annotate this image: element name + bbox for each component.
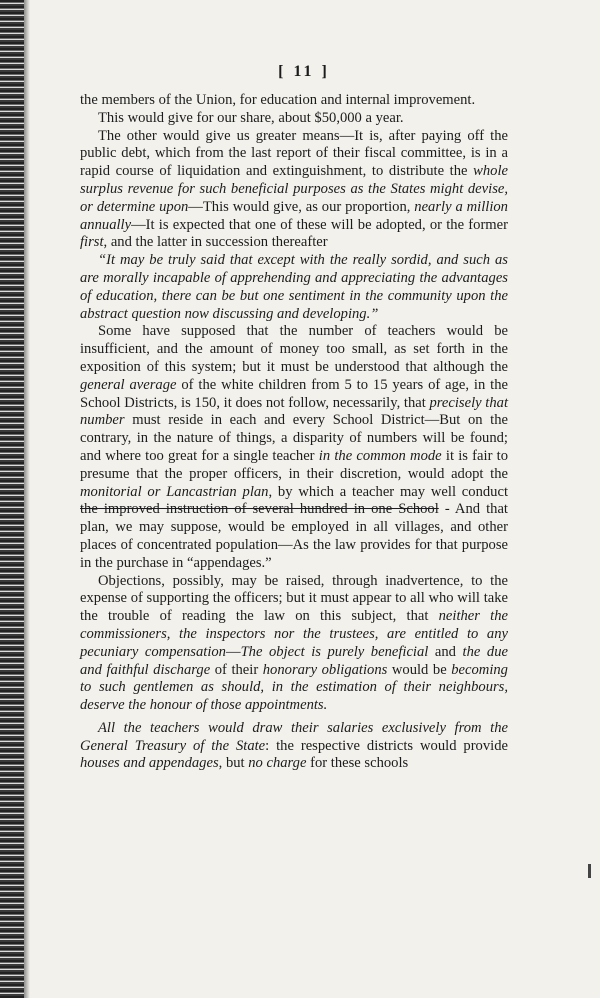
document-page [80, 62, 508, 773]
italic-run: in the common mode [318, 447, 442, 464]
text-run: , but [218, 755, 249, 772]
page-number: [ 11 ] [278, 63, 330, 80]
text-run: it is fair to presume that the proper officers, in their discretion, would adopt the [80, 447, 508, 482]
paragraph-2: This would give for our share, about $50,000 a year. [98, 109, 404, 126]
text-run: - And that plan, we may suppose, would be employed in all villages, and other places of concentrated population—As the law provides for that purpose in the purchase in “appendages.” [80, 501, 508, 571]
page-edge-mark [588, 864, 591, 878]
paragraph-3 [80, 128, 508, 253]
italic-run: houses and appendages [80, 755, 219, 772]
text-run: , by which a teacher may well conduct [268, 483, 508, 500]
paragraph-5 [80, 323, 508, 572]
text-run: — [225, 643, 241, 660]
italic-run: monitorial or Lancastrian plan [80, 483, 269, 500]
italic-run: the due and faithful discharge [80, 643, 508, 678]
italic-run: neither the commissioners, the inspectors nor the trustees, are entitled to any pecuniary compensation [80, 608, 508, 660]
italic-run: honorary obligations [262, 661, 388, 678]
italic-run: precisely that number [80, 394, 509, 429]
text-run: and [428, 643, 463, 660]
text-run: —It is expected that one of these will be adopted, or the former [131, 216, 508, 233]
italic-run: nearly a million annually [80, 198, 508, 233]
quotation-paragraph [80, 252, 508, 323]
paragraph-6 [80, 573, 508, 715]
italic-run: first [80, 234, 104, 251]
text-run: Some have supposed that the number of teachers would be insufficient, and the amount of money too small, as set forth in the exposition of this system; but it must be understood that although the [80, 323, 508, 375]
quotation-text: “It may be truly said that except with the really sordid, and such as are morally incapable of apprehending and appreciating the advantages of education, there can be but one sentiment in the community upon the abstract question now discussing and developing.” [80, 252, 508, 322]
italic-run: general average [80, 376, 177, 393]
text-run: of the white children from 5 to 15 years of age, in the School Districts, is 150, it does not follow, necessarily, that [80, 376, 508, 411]
text-run: of their [210, 661, 263, 678]
italic-run: The object is purely beneficial [240, 643, 429, 660]
text-run: must reside in each and every School District—But on the contrary, in the nature of things, a disparity of numbers will be found; and where too great for a single teacher [80, 412, 508, 464]
paragraph-1: the members of the Union, for education and internal improvement. [80, 92, 476, 108]
text-run: : the respective districts would provide [265, 737, 508, 754]
text-run: The other would give us greater means—It is, after paying off the public debt, which from the last report of their fiscal committee, is in a rapid course of liquidation and extinguishment, to distribute the [80, 127, 508, 180]
text-run: , and the latter in succession thereafter [103, 234, 328, 251]
struck-text: the improved instruction of several hundred in one School [80, 501, 439, 518]
text-run: Objections, possibly, may be raised, through inadvertence, to the expense of supporting the officers; but it must appear to all who will take the trouble of reading the law on this subject, that [80, 572, 508, 625]
italic-run: All the teachers would draw their salaries exclusively from the General Treasury of the State [80, 719, 508, 754]
binding-edge [0, 0, 24, 998]
text-run: —This would give, as our proportion, [188, 198, 415, 215]
paragraph-7 [80, 720, 508, 773]
italic-run: whole surplus revenue for such beneficial purposes as the States might devise, or determine upon [80, 163, 508, 215]
text-run: for these schools [306, 755, 409, 772]
italic-run: becoming to such gentlemen as should, in the estimation of their neighbours, deserve the honour of those appointments. [80, 661, 508, 714]
text-run: would be [387, 661, 452, 678]
italic-run: no charge [248, 755, 307, 772]
